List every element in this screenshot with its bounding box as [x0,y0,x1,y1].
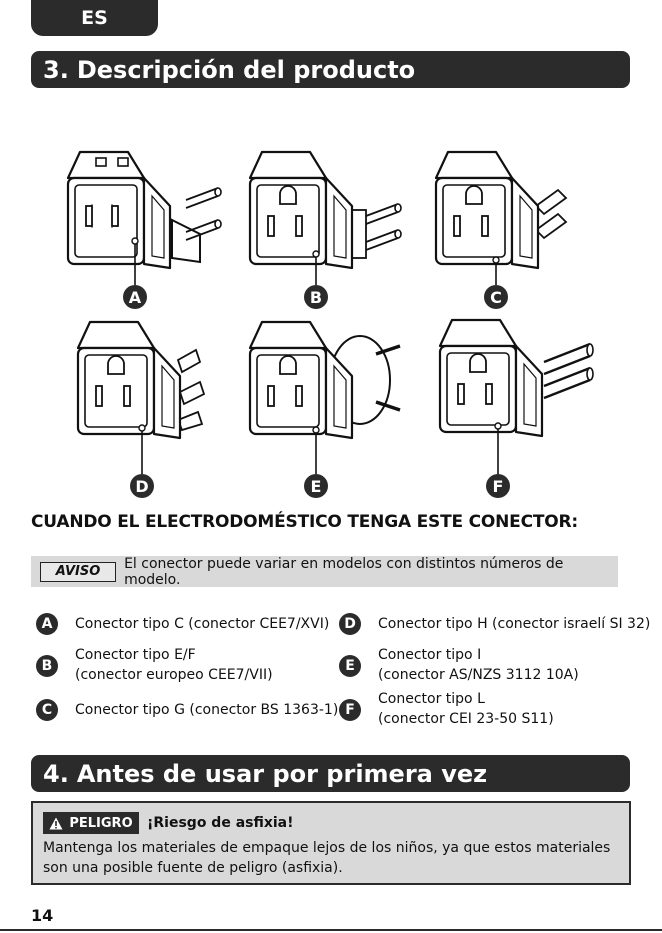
connector-letter-e: E [339,655,361,677]
section-number: 4. [43,759,69,788]
connector-letter-a: A [36,613,58,635]
connector-b-line2: (conector europeo CEE7/VII) [75,667,273,683]
figure-label-f: F [492,477,504,496]
connector-c-desc [75,700,338,720]
section-4-header [31,755,630,792]
danger-badge-label: PELIGRO [69,815,133,831]
connector-f-line1: Conector tipo L [378,691,485,707]
section-number: 3. [43,55,69,84]
warning-triangle-icon [49,817,63,830]
connector-letter-b: B [36,655,58,677]
figure-label-c: C [490,288,502,307]
danger-title: ¡Riesgo de asfixia! [147,815,294,831]
language-tab [31,0,158,36]
connector-a-line1: Conector tipo C (conector CEE7/XVI) [75,616,330,632]
connector-b-line1: Conector tipo E/F [75,647,196,663]
danger-header [43,812,294,834]
notice-badge: AVISO [40,562,116,582]
section-3-header [31,51,630,88]
connector-letter-f: F [339,699,361,721]
connector-f-line2: (conector CEI 23-50 S11) [378,711,554,727]
figure-label-d: D [135,477,149,496]
section-title: Descripción del producto [76,55,416,84]
notice-text: El conector puede variar en modelos con distintos números de modelo. [124,555,564,588]
connector-letter-c: C [36,699,58,721]
danger-badge [43,812,139,834]
connector-b-desc [75,645,273,685]
section-title: Antes de usar por primera vez [76,759,488,788]
connector-e-line1: Conector tipo I [378,647,482,663]
bottom-rule [0,929,662,931]
adapter-illustrations [0,120,662,500]
notice-bar [31,556,618,587]
connector-d-line1: Conector tipo H (conector israelí SI 32) [378,616,651,632]
connector-letter-d: D [339,613,361,635]
figure-label-b: B [309,288,323,307]
page-number: 14 [31,906,54,925]
connector-heading: CUANDO EL ELECTRODOMÉSTICO TENGA ESTE CONECTOR: [31,512,578,532]
figure-label-a: A [128,288,142,307]
connector-d-desc [378,614,650,634]
connector-e-line2: (conector AS/NZS 3112 10A) [378,667,579,683]
connector-e-desc [378,645,579,685]
danger-box [31,801,631,885]
connector-c-line1: Conector tipo G (conector BS 1363-1) [75,702,339,718]
danger-text: Mantenga los materiales de empaque lejos de los niños, ya que estos materiales son una posible fuente de peligro (asfixia). [43,840,611,876]
connector-a-desc [75,614,329,634]
figure-label-e: E [310,477,322,496]
language-label: ES [81,7,108,29]
connector-f-desc [378,689,554,729]
